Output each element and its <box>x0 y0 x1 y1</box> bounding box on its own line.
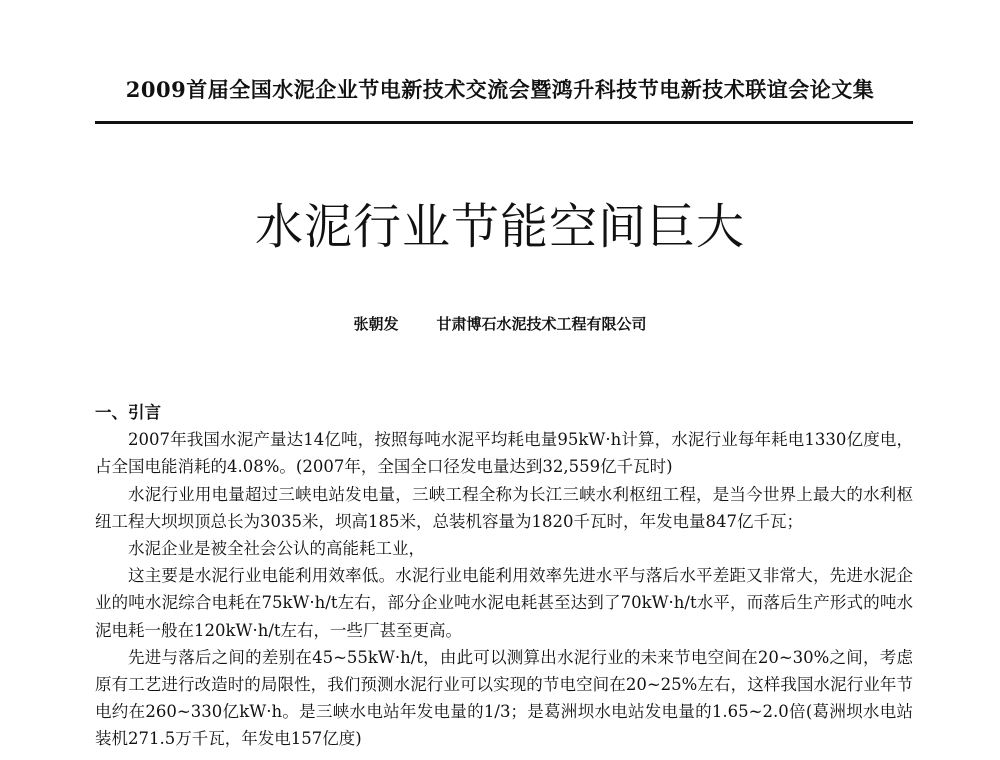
body-paragraph: 水泥企业是被全社会公认的高能耗工业， <box>128 539 425 559</box>
body-paragraph: 先进与落后之间的差别在45~55kW·h/t，由此可以测算出水泥行业的未来节电空间在20~30%之间，考虑原有工艺进行改造时的局限性，我们预测水泥行业可以实现的节电空间在20~25%左右，这样我国水泥行业年节电约在260~330亿kW·h。是三峡水电站年发电量的1/3；是葛洲坝水电站发电量的1.65~2.0倍(葛洲坝水电站装机271.5万千瓦，年发电157亿度) <box>95 647 913 749</box>
header-divider <box>95 121 913 124</box>
section-heading: 一、引言 <box>95 403 161 422</box>
paper-title: 水泥行业节能空间巨大 <box>254 199 745 255</box>
body-paragraph: 水泥行业用电量超过三峡电站发电量，三峡工程全称为长江三峡水利枢纽工程，是当今世界上最大的水利枢纽工程大坝坝顶总长为3035米，坝高185米，总装机容量为1820千瓦时，年发电量847亿千瓦； <box>95 484 913 531</box>
byline <box>0 313 1000 335</box>
paper-body <box>95 399 913 753</box>
author-affiliation: 甘肃博石水泥技术工程有限公司 <box>436 315 647 333</box>
author-name: 张朝发 <box>353 315 399 333</box>
body-paragraph: 这主要是水泥行业电能利用效率低。水泥行业电能利用效率先进水平与落后水平差距又非常大，先进水泥企业的吨水泥综合电耗在75kW·h/t左右，部分企业吨水泥电耗甚至达到了70kW·h/t水平，而落后生产形式的吨水泥电耗一般在120kW·h/t左右，一些厂甚至更高。 <box>95 566 913 640</box>
body-paragraph: 2007年我国水泥产量达14亿吨，按照每吨水泥平均耗电量95kW·h计算，水泥行业每年耗电1330亿度电，占全国电能消耗的4.08%。(2007年，全国全口径发电量达到32,559亿千瓦时) <box>95 430 913 477</box>
collection-header-title: 2009首届全国水泥企业节电新技术交流会暨鸿升科技节电新技术联谊会论文集 <box>125 77 875 102</box>
